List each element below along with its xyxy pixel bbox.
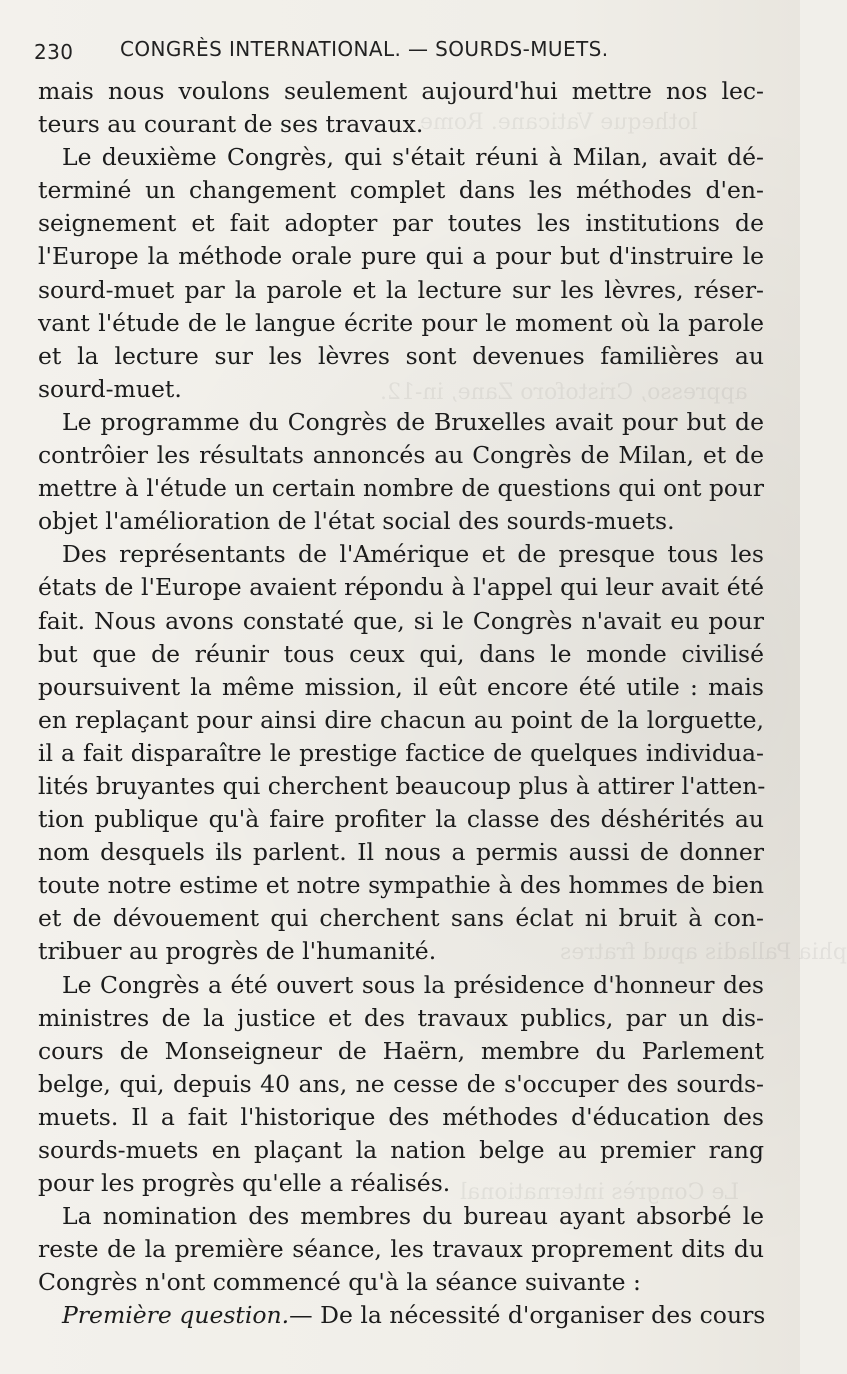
text-line: et la lecture sur les lèvres sont devenues familières au — [38, 341, 764, 370]
text-line: sourd-muet par la parole et la lecture sur les lèvres, réser- — [38, 275, 764, 304]
text-line: tion publique qu'à faire profiter la classe des déshérités au — [38, 805, 764, 834]
question-label: Première question. — [62, 1301, 290, 1330]
text-line: en replaçant pour ainsi dire chacun au point de la lorguette, — [38, 705, 764, 734]
show-through-text: Le Congrès international — [460, 1180, 740, 1205]
text-line: vant l'étude de le langue écrite pour le moment où la parole — [38, 308, 764, 337]
text-line: poursuivent la même mission, il eût encore été utile : mais — [38, 672, 764, 701]
text-line: seignement et fait adopter par toutes les institutions de — [38, 209, 764, 238]
text-line: sourds-muets en plaçant la nation belge au premier rang — [38, 1136, 764, 1164]
text-line: toute notre estime et notre sympathie à des hommes de bien — [38, 871, 764, 900]
paragraph-start-line: Le programme du Congrès de Bruxelles avait pour but de — [62, 407, 764, 436]
question-text: — De la nécessité d'organiser des cours — [289, 1301, 766, 1330]
text-line: l'Europe la méthode orale pure qui a pour but d'instruire le — [38, 242, 764, 271]
running-header — [30, 34, 765, 74]
text-line: tribuer au progrès de l'humanité. — [38, 937, 437, 966]
show-through-text: lotheque Vaticane. Rome — [420, 110, 698, 135]
text-line: il a fait disparaître le prestige factice de quelques individua- — [38, 738, 764, 767]
text-line: ministres de la justice et des travaux publics, par un dis- — [38, 1003, 764, 1032]
text-line: objet l'amélioration de l'état social des sourds-muets. — [38, 507, 675, 536]
text-line: sourd-muet. — [38, 374, 182, 403]
paragraph-start-line: Des représentants de l'Amérique et de presque tous les — [62, 540, 764, 569]
text-line: pour les progrès qu'elle a réalisés. — [38, 1169, 451, 1198]
show-through-text: appresso, Cristoforo Zane, in-12. — [380, 380, 748, 405]
text-line: muets. Il a fait l'historique des méthodes d'éducation des — [38, 1102, 764, 1131]
question-heading-line — [38, 1299, 764, 1332]
text-line: terminé un changement complet dans les méthodes d'en- — [38, 176, 764, 205]
paragraph-start-line: La nomination des membres du bureau ayant absorbé le — [62, 1202, 764, 1231]
text-line: mais nous voulons seulement aujourd'hui mettre nos lec- — [38, 77, 764, 105]
page-number: 230 — [34, 40, 74, 64]
text-line: et de dévouement qui cherchent sans éclat ni bruit à con- — [38, 904, 764, 933]
text-line: reste de la première séance, les travaux proprement dits du — [38, 1235, 764, 1264]
text-line: but que de réunir tous ceux qui, dans le monde civilisé — [38, 639, 764, 668]
text-line: contrôier les résultats annoncés au Congrès de Milan, et de — [38, 441, 764, 470]
body-text — [38, 75, 764, 1333]
show-through-text: phia Palladis apud fratres — [560, 940, 847, 965]
text-line: teurs au courant de ses travaux. — [38, 110, 424, 139]
text-line: fait. Nous avons constaté que, si le Congrès n'avait eu pour — [38, 606, 764, 635]
paragraph-start-line: Le Congrès a été ouvert sous la présidence d'honneur des — [62, 970, 764, 999]
text-line: nom desquels ils parlent. Il nous a permis aussi de donner — [38, 838, 764, 867]
text-line: mettre à l'étude un certain nombre de questions qui ont pour — [38, 475, 764, 503]
text-line: Congrès n'ont commencé qu'à la séance suivante : — [38, 1268, 641, 1297]
text-line: belge, qui, depuis 40 ans, ne cesse de s'occuper des sourds- — [38, 1069, 764, 1098]
paragraph-start-line: Le deuxième Congrès, qui s'était réuni à Milan, avait dé- — [62, 143, 764, 172]
running-title: CONGRÈS INTERNATIONAL. — SOURDS-MUETS. — [120, 37, 609, 61]
text-line: états de l'Europe avaient répondu à l'appel qui leur avait été — [38, 573, 764, 602]
text-line: lités bruyantes qui cherchent beaucoup plus à attirer l'atten- — [38, 771, 766, 800]
text-line: cours de Monseigneur de Haërn, membre du Parlement — [38, 1036, 764, 1065]
